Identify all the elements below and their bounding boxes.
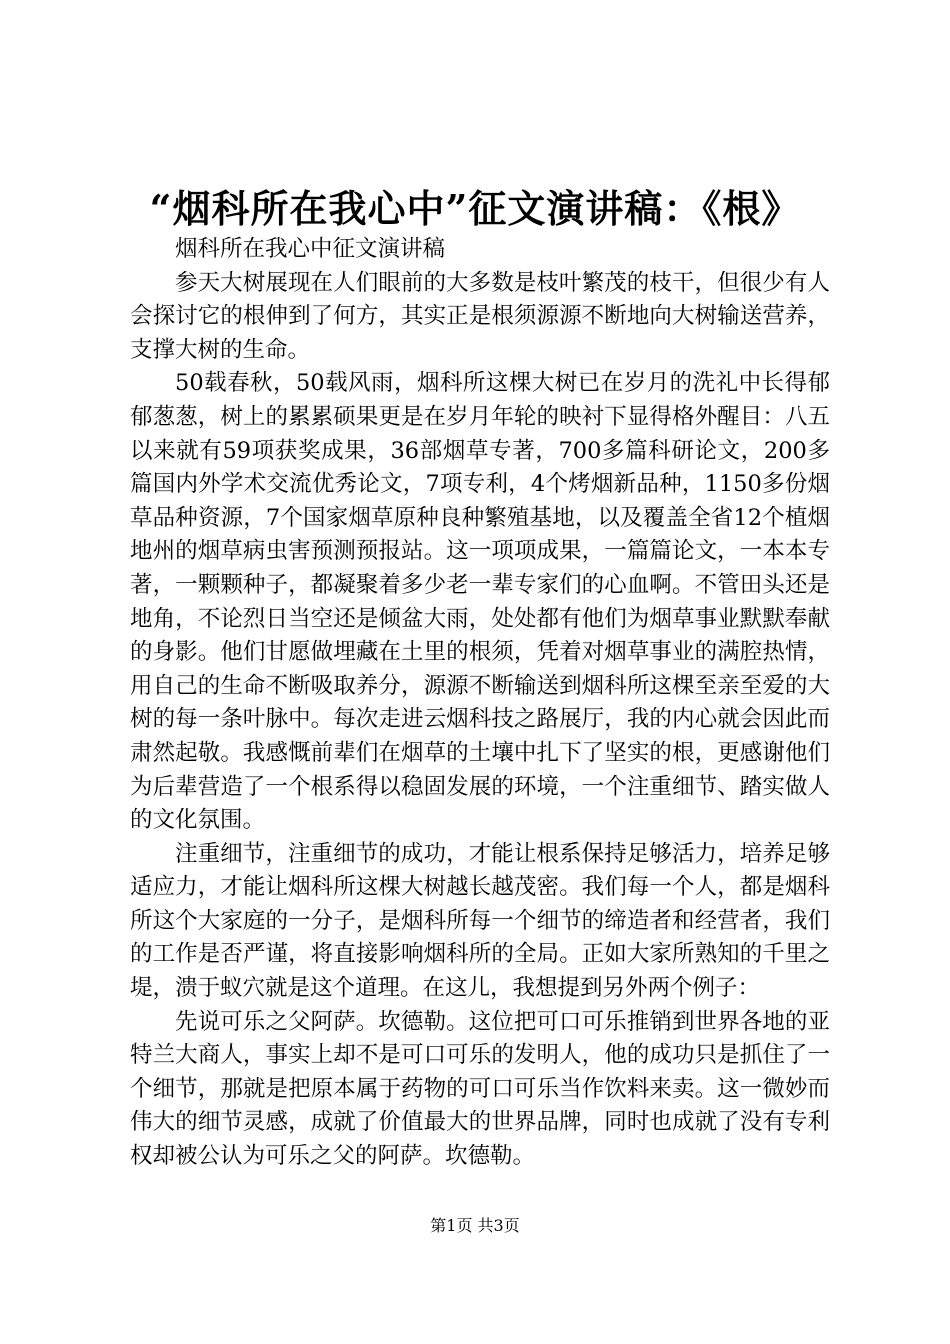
paragraph-subtitle: 烟科所在我心中征文演讲稿 bbox=[175, 236, 446, 262]
paragraph: 参天大树展现在人们眼前的大多数是枝叶繁茂的枝干，但很少有人会探讨它的根伸到了何方，其实正是根须源源不断地向大树输送营养，支撑大树的生命。 bbox=[130, 269, 830, 363]
paragraph: 注重细节，注重细节的成功，才能让根系保持足够活力，培养足够适应力，才能让烟科所这棵大树越长越茂密。我们每一个人，都是烟科所这个大家庭的一分子，是烟科所每一个细节的缔造者和经营者，我们的工作是否严谨，将直接影响烟科所的全局。正如大家所熟知的千里之堤，溃于蚁穴就是这个道理。在这儿，我想提到另外两个例子： bbox=[130, 840, 830, 1002]
page-footer bbox=[0, 1214, 950, 1238]
document-title: “烟科所在我心中”征文演讲稿：《根》 bbox=[149, 186, 801, 231]
page-number-indicator: 第1页 共3页 bbox=[430, 1216, 520, 1235]
paragraph: 50载春秋，50载风雨，烟科所这棵大树已在岁月的洗礼中长得郁郁葱葱，树上的累累硕果更是在岁月年轮的映衬下显得格外醒目：八五以来就有59项获奖成果，36部烟草专著，700多篇科研论文，200多篇国内外学术交流优秀论文，7项专利，4个烤烟新品种，1150多份烟草品种资源，7个国家烟草原种良种繁殖基地，以及覆盖全省12个植烟地州的烟草病虫害预测预报站。这一项项成果，一篇篇论文，一本本专著，一颗颗种子，都凝聚着多少老一辈专家们的心血啊。不管田头还是地角，不论烈日当空还是倾盆大雨，处处都有他们为烟草事业默默奉献的身影。他们甘愿做埋藏在土里的根须，凭着对烟草事业的满腔热情，用自己的生命不断吸取养分，源源不断输送到烟科所这棵至亲至爱的大树的每一条叶脉中。每次走进云烟科技之路展厅，我的内心就会因此而肃然起敬。我感慨前辈们在烟草的土壤中扎下了坚实的根，更感谢他们为后辈营造了一个根系得以稳固发展的环境，一个注重细节、踏实做人的文化氛围。 bbox=[130, 370, 830, 834]
document-body bbox=[130, 233, 830, 1174]
paragraph: 先说可乐之父阿萨。坎德勒。这位把可口可乐推销到世界各地的亚特兰大商人，事实上却不是可口可乐的发明人，他的成功只是抓住了一个细节，那就是把原本属于药物的可口可乐当作饮料来卖。这一微妙而伟大的细节灵感，成就了价值最大的世界品牌，同时也成就了没有专利权却被公认为可乐之父的阿萨。坎德勒。 bbox=[130, 1008, 830, 1170]
